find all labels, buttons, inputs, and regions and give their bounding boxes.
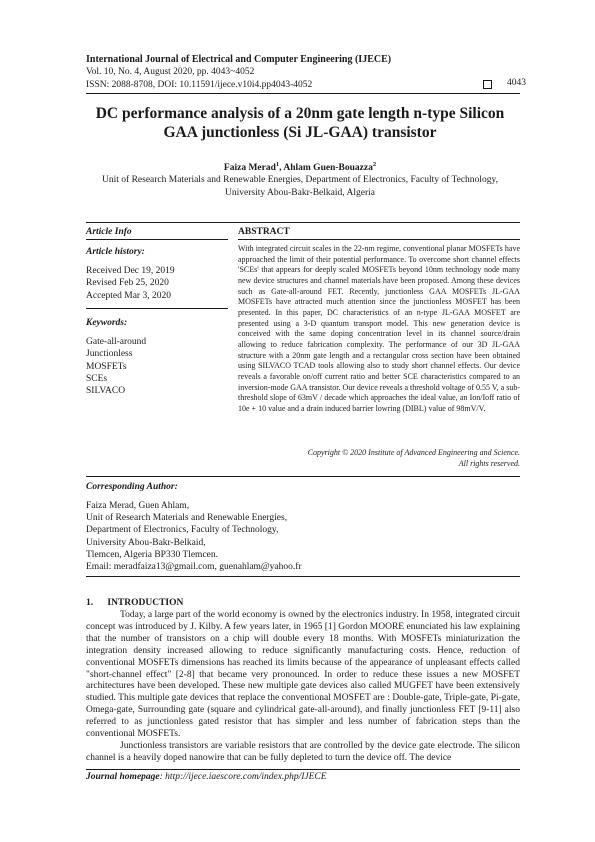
footer-rule xyxy=(86,769,520,770)
issn-doi: ISSN: 2088-8708, DOI: 10.11591/ijece.v10i4.pp4043-4052 xyxy=(86,80,313,90)
keywords-heading: Keywords: xyxy=(86,318,128,328)
introduction-body xyxy=(86,610,520,765)
article-info-heading: Article Info xyxy=(86,227,132,237)
copyright xyxy=(238,448,520,469)
corresponding-details xyxy=(86,500,302,573)
page-number: 4043 xyxy=(507,78,526,88)
author-2-sup: 2 xyxy=(372,161,377,168)
corresponding-email: Email: meradfaiza13@gmail.com, guenahlam@yahoo.fr xyxy=(86,562,302,573)
affiliation-line-2: University Abou-Bakr-Belkaid, Algeria xyxy=(225,187,375,198)
corresponding-bottom-rule xyxy=(86,576,520,577)
corresponding-line: University Abou-Bakr-Belkaid, xyxy=(86,537,206,548)
author-1: Faiza Merad xyxy=(223,163,276,174)
keyword-item: Junctionless xyxy=(86,349,133,360)
history-received: Received Dec 19, 2019 xyxy=(86,266,175,276)
corresponding-line: Department of Electronics, Faculty of Technology, xyxy=(86,525,279,536)
corresponding-line: Faiza Merad, Guen Ahlam, xyxy=(86,501,190,511)
author-1-sup: 1 xyxy=(275,161,280,168)
keyword-item: Gate-all-around xyxy=(86,337,147,347)
title-line-1: DC performance analysis of a 20nm gate length n-type Silicon xyxy=(95,105,505,122)
article-history xyxy=(86,265,175,302)
info-top-rule xyxy=(86,222,520,223)
introduction-paragraph-2: Junctionless transistors are variable resistors that are controlled by the device gate electrode. The silicon channel is a heavily doped nanowire that can be fully depleted to turn the device off. The device xyxy=(86,740,520,763)
title-line-2: GAA junctionless (Si JL-GAA) transistor xyxy=(163,124,437,141)
copyright-line-1: Copyright © 2020 Institute of Advanced Engineering and Science. xyxy=(307,448,520,457)
homepage-url[interactable]: : http://ijece.iaescore.com/index.php/IJECE xyxy=(159,772,327,782)
abstract-text: With integrated circuit scales in the 22-nm regime, conventional planar MOSFETs have approached the limit of their potential performance. To overcome short channel effects 'SCEs' that appears for deeply scaled MOSFETs beyond 10nm technology node many new device structures and channel materials have been proposed. Among these devices such as Gate-all-around FET. Recently, junctionless GAA MOSFETs JL-GAA MOSFETs have attracted much attention since the junctionless MOSFET has been presented. In this paper, DC characteristics of an n-type JL-GAA MOSFET are presented using a 3-D quantum transport model. This new generation device is conceived with the same doping concentration level in its channel source/drain allowing to reduce fabrication complexity. The performance of our 3D JL-GAA structure with a 20nm gate length and a rectangular cross section have been obtained using SILVACO TCAD tools allowing also to study short channel effects. Our device reveals a favorable on/off current ratio and better SCE characteristics compared to an inversion-mode GAA transistor. Our device reveals a threshold voltage of 0.55 V, a sub-threshold slope of 63mV / decade which approaches the ideal value, an Ion/Ioff ratio of 10e + 10 value and a drain induced barrier lowring (DIBL) value of 98mV/V. xyxy=(238,244,520,413)
keyword-item: SCEs xyxy=(86,373,108,384)
author-list xyxy=(80,161,520,173)
info-left-rule xyxy=(86,239,228,240)
introduction-paragraph-1: Today, a large part of the world economy is owned by the electronics industry. In 1958, integrated circuit concept was introduced by J. Kilby. A few years later, in 1965 [1] Gordon MOORE enunciated his law explaining that the number of transistors on a chip will double every 18 months. With MOSFETs miniaturization the integration density increased allowing to reduce significantly manufacturing costs. Hence, reduction of conventional MOSFETs dimensions has reached its limits because of the appearance of unpleasant effects called "short-channel effect" [2-8] that became very pronounced. In order to reduce these issues a new MOSFET architectures have been developed. These new multiple gate devices also called MUGFET have been extensively studied. This multiple gate devices that replace the conventional MOSFET are : Double-gate, Triple-gate, Pi-gate, Omega-gate, Surrounding gate (square and cylindrical gate-all-around), and finally junctionless FET [9-11] also referred to as junctionless gated resistor that has simpler and less number of fabrication steps than the conventional MOSFETs. xyxy=(86,610,520,740)
journal-homepage xyxy=(86,772,327,782)
history-accepted: Accepted Mar 3, 2020 xyxy=(86,290,171,301)
copyright-line-2: All rights reserved. xyxy=(458,458,520,468)
homepage-label: Journal homepage xyxy=(86,772,160,782)
corresponding-heading: Corresponding Author: xyxy=(86,482,178,492)
keyword-list xyxy=(86,336,146,397)
corresponding-line: Unit of Research Materials and Renewable Energies, xyxy=(86,513,288,524)
abstract-heading: ABSTRACT xyxy=(238,227,290,237)
author-2: Ahlam Guen-Bouazza xyxy=(283,163,373,174)
paper-title xyxy=(80,104,520,142)
keyword-item: MOSFETs xyxy=(86,361,127,372)
history-revised: Revised Feb 25, 2020 xyxy=(86,278,169,289)
affiliation xyxy=(80,174,520,199)
corresponding-line: Tlemcen, Algeria BP330 Tlemcen. xyxy=(86,549,218,560)
square-icon xyxy=(483,80,492,89)
section-heading-introduction: 1. INTRODUCTION xyxy=(86,598,184,608)
header-rule xyxy=(86,93,520,94)
volume-info: Vol. 10, No. 4, August 2020, pp. 4043~4052 xyxy=(86,67,255,77)
affiliation-line-1: Unit of Research Materials and Renewable Energies, Department of Electronics, Faculty of Technology, xyxy=(102,175,498,185)
journal-name: International Journal of Electrical and Computer Engineering (IJECE) xyxy=(86,54,392,65)
author-separator: , xyxy=(279,163,284,174)
history-rule xyxy=(86,308,228,309)
history-heading: Article history: xyxy=(86,247,145,257)
keyword-item: SILVACO xyxy=(86,386,126,397)
corresponding-top-rule xyxy=(86,476,520,477)
abstract-rule xyxy=(238,239,520,240)
